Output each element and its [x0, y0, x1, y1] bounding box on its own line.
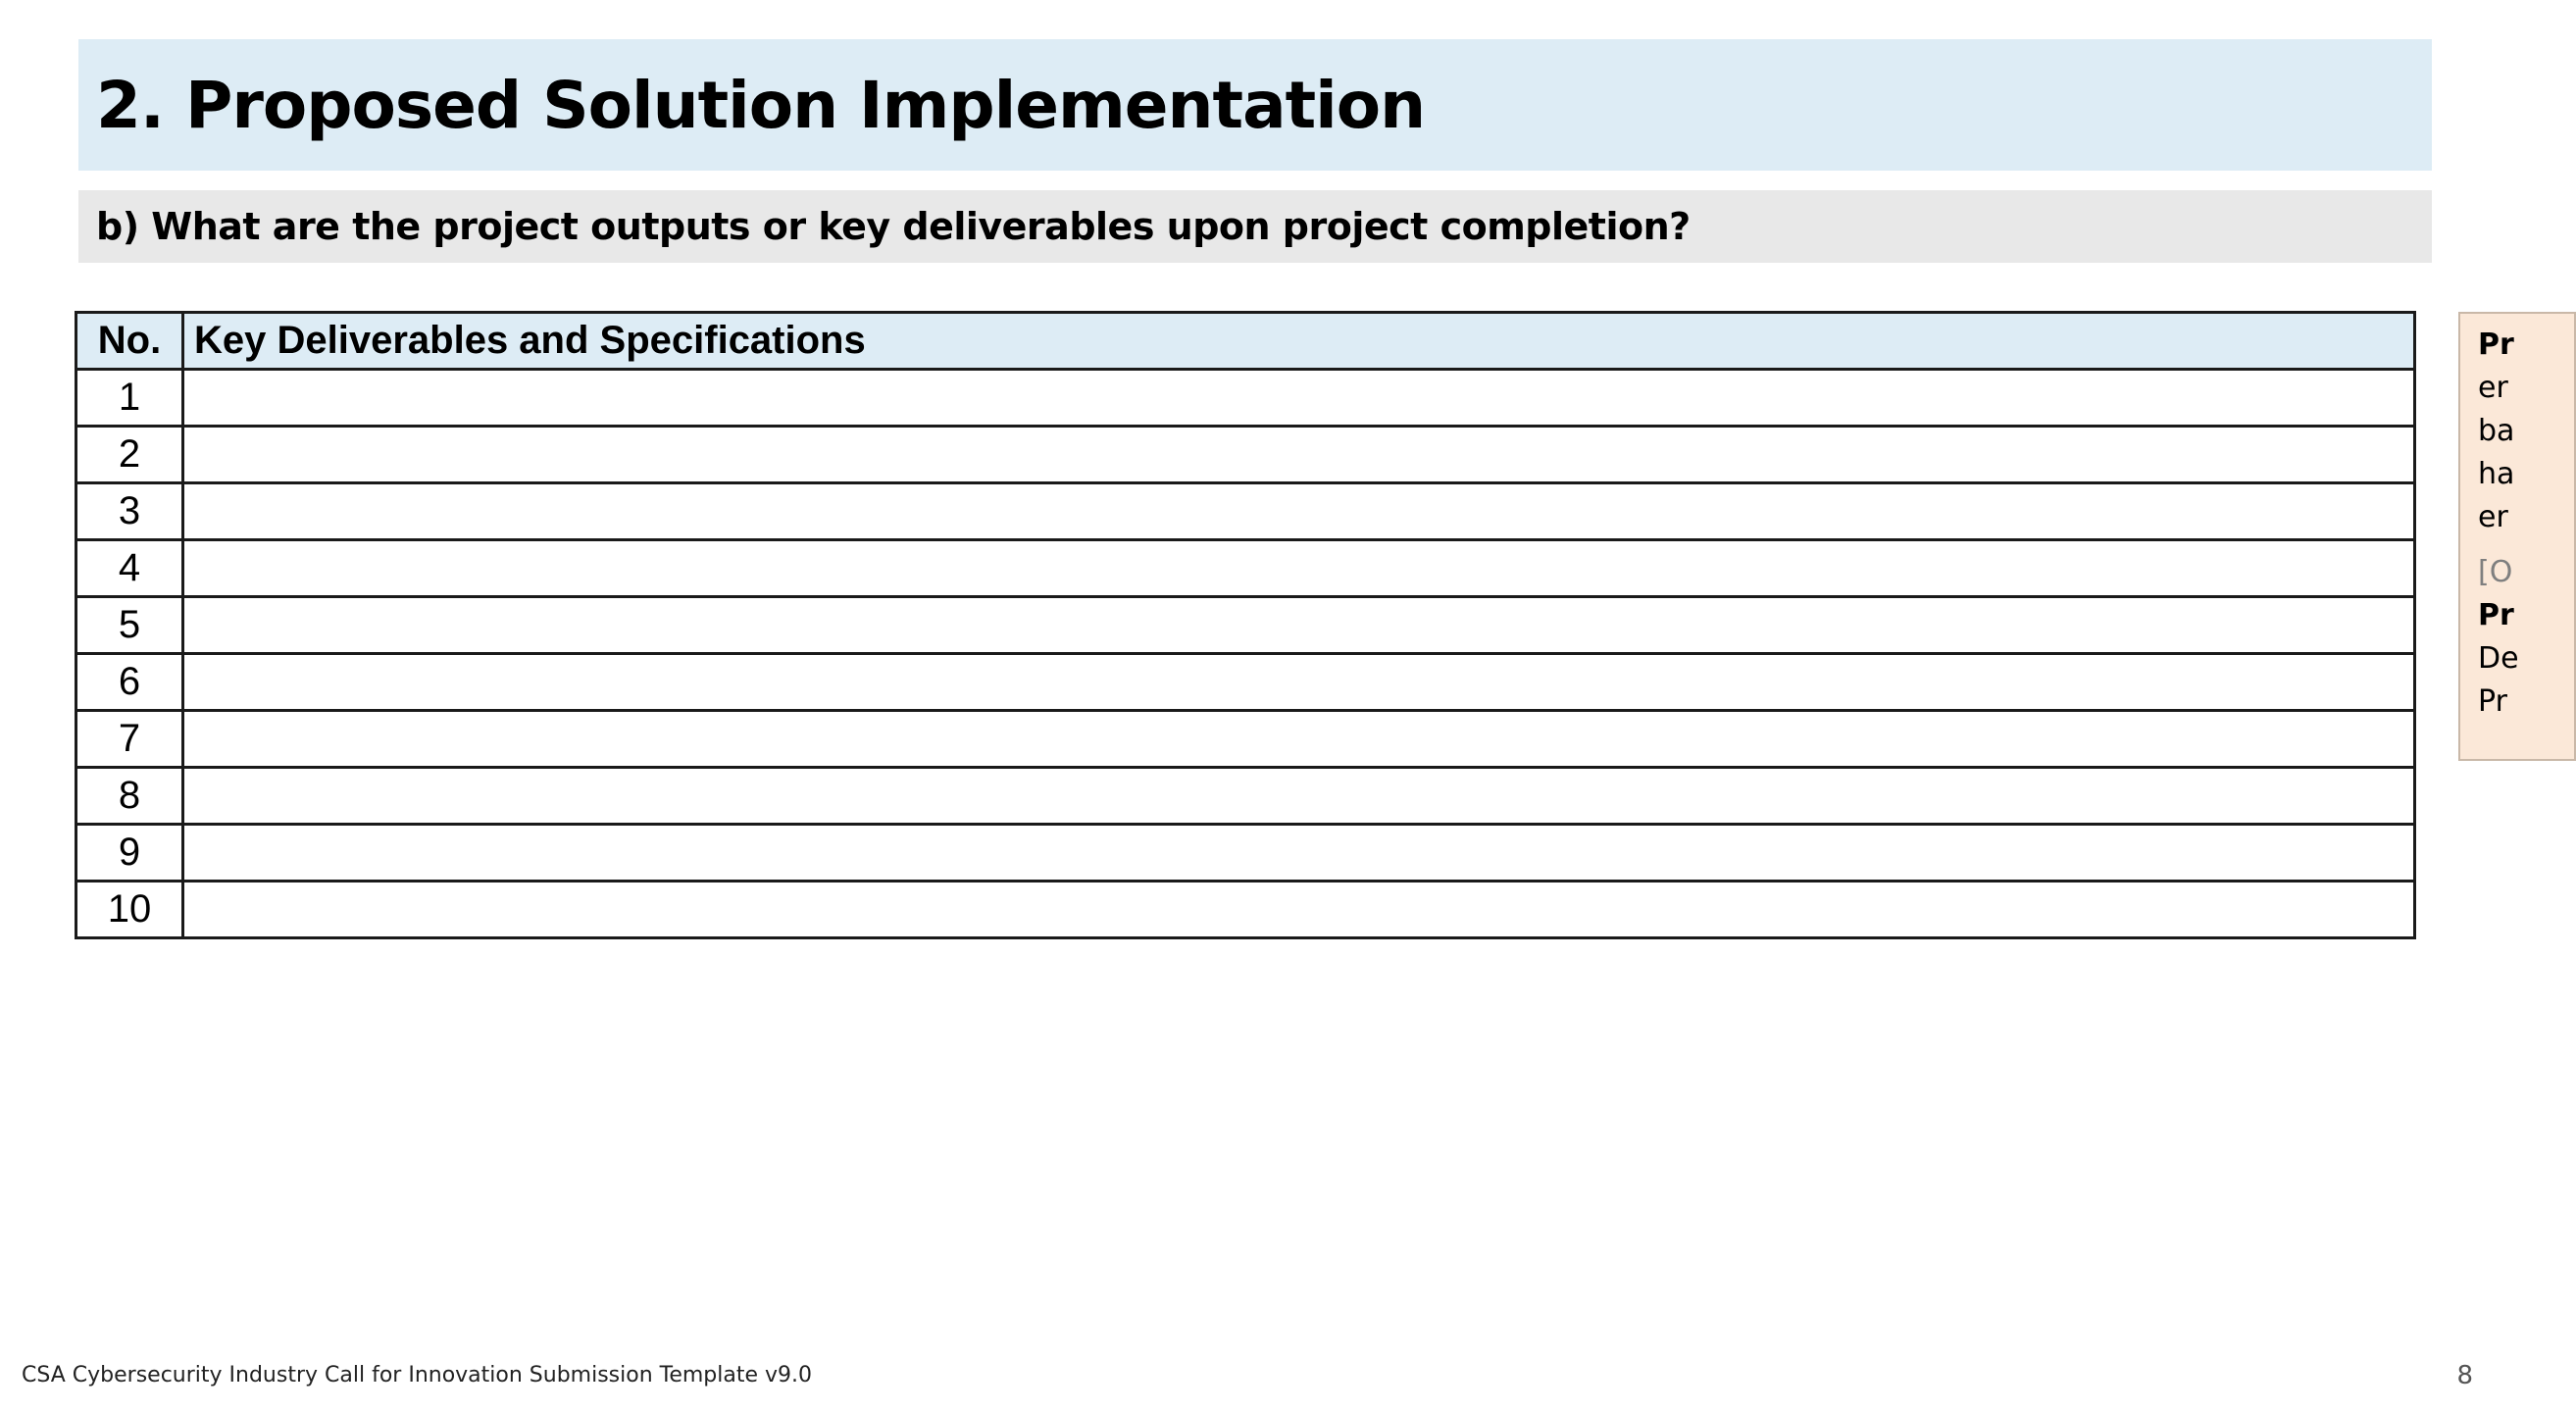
- footer-text: CSA Cybersecurity Industry Call for Innovation Submission Template v9.0: [22, 1363, 813, 1387]
- side-note-line: ba: [2478, 414, 2515, 448]
- side-note-line: er: [2478, 371, 2508, 405]
- table-row: [76, 711, 2415, 768]
- deliverable-cell[interactable]: [183, 825, 2415, 882]
- page-number: 8: [2456, 1361, 2473, 1390]
- deliverable-cell[interactable]: [183, 427, 2415, 483]
- title-banner: [78, 39, 2432, 171]
- row-number: 10: [76, 882, 183, 938]
- column-header-deliverables: Key Deliverables and Specifications: [183, 313, 2415, 370]
- deliverable-cell[interactable]: [183, 711, 2415, 768]
- row-number: 4: [76, 540, 183, 597]
- table-row: [76, 825, 2415, 882]
- page-title: 2. Proposed Solution Implementation: [96, 67, 1426, 143]
- deliverable-cell[interactable]: [183, 882, 2415, 938]
- table-header-row: [76, 313, 2415, 370]
- side-note-line: ha: [2478, 457, 2515, 491]
- side-note-line: er: [2478, 500, 2508, 534]
- side-note-panel: [2458, 312, 2576, 761]
- side-note-line: [O: [2478, 555, 2513, 589]
- deliverable-cell[interactable]: [183, 597, 2415, 654]
- deliverable-cell[interactable]: [183, 483, 2415, 540]
- row-number: 7: [76, 711, 183, 768]
- table-row: [76, 597, 2415, 654]
- row-number: 2: [76, 427, 183, 483]
- column-header-no: No.: [76, 313, 183, 370]
- row-number: 8: [76, 768, 183, 825]
- deliverable-cell[interactable]: [183, 540, 2415, 597]
- side-note-line: Pr: [2478, 598, 2514, 632]
- table-row: [76, 654, 2415, 711]
- table-row: [76, 427, 2415, 483]
- side-note-line: Pr: [2478, 684, 2507, 719]
- question-bar: [78, 190, 2432, 263]
- side-note-line: Pr: [2478, 328, 2514, 362]
- deliverable-cell[interactable]: [183, 768, 2415, 825]
- row-number: 3: [76, 483, 183, 540]
- deliverable-cell[interactable]: [183, 654, 2415, 711]
- table-row: [76, 768, 2415, 825]
- deliverable-cell[interactable]: [183, 370, 2415, 427]
- row-number: 6: [76, 654, 183, 711]
- deliverables-table: [75, 311, 2416, 939]
- table-row: [76, 540, 2415, 597]
- table-row: [76, 483, 2415, 540]
- table-row: [76, 370, 2415, 427]
- question-heading: b) What are the project outputs or key deliverables upon project completion?: [96, 205, 1691, 248]
- side-note-line: De: [2478, 641, 2519, 676]
- row-number: 1: [76, 370, 183, 427]
- row-number: 5: [76, 597, 183, 654]
- table-row: [76, 882, 2415, 938]
- row-number: 9: [76, 825, 183, 882]
